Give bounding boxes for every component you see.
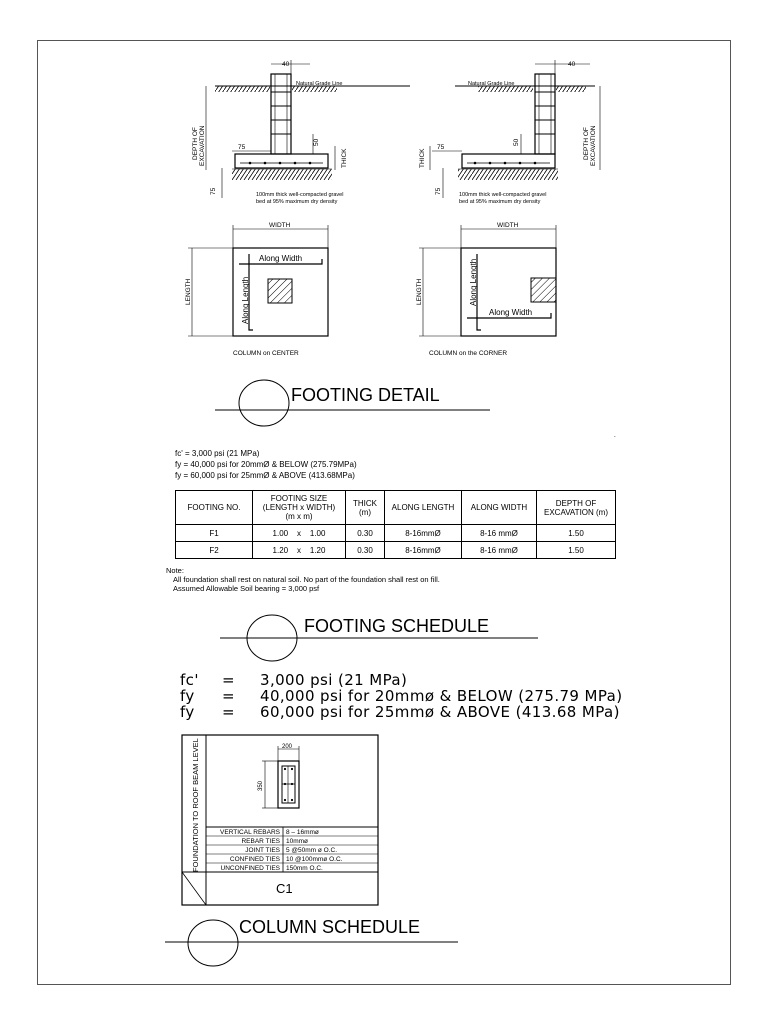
footing-detail-title-block [215, 380, 490, 426]
table-row [176, 542, 616, 559]
column-id: C1 [276, 881, 293, 896]
column-specs [180, 672, 627, 720]
plan-length-label-corner: LENGTH [416, 278, 423, 305]
row-value-vertical-rebars: 8 – 16mmø [286, 829, 319, 836]
column-schedule-title-block [165, 917, 458, 966]
spec-eq: = [222, 703, 235, 721]
cell-along-length: 8-16mmØ [385, 542, 462, 559]
column-schedule-title: COLUMN SCHEDULE [239, 917, 421, 937]
cell-along-length: 8-16mmØ [385, 525, 462, 542]
dim-top: 40 [282, 61, 290, 68]
dim-side: 75 [238, 144, 246, 151]
dim-bottom: 75 [210, 187, 217, 195]
footing-section-corner [419, 60, 600, 205]
along-length-label-corner: Along Length [469, 258, 478, 306]
dim-thick: THICK [341, 148, 348, 168]
spec-eq: = [222, 687, 235, 705]
footing-specs [175, 448, 357, 481]
note-title: Note: [166, 566, 184, 575]
footing-notes [166, 566, 440, 593]
column-spec-row [180, 688, 627, 704]
column-spec-row [180, 672, 627, 688]
footing-detail-drawings [0, 0, 768, 440]
depth-label-corner-2: EXCAVATION [590, 125, 597, 166]
footing-plan-corner [416, 222, 556, 357]
spec-label: fy [180, 703, 195, 721]
row-label-rebar-ties: REBAR TIES [241, 838, 280, 845]
grade-line-label-corner: Natural Grade Line [468, 81, 515, 87]
along-width-label: Along Width [259, 254, 303, 263]
row-label-joint-ties: JOINT TIES [245, 847, 280, 854]
gravel-label-2: bed at 95% maximum dry density [256, 199, 338, 205]
cell-thick: 0.30 [346, 542, 385, 559]
row-label-vertical-rebars: VERTICAL REBARS [220, 829, 280, 836]
depth-label-2: EXCAVATION [199, 125, 206, 166]
note-line: All foundation shall rest on natural soil. No part of the foundation shall rest on fill. [173, 575, 440, 584]
cell-depth: 1.50 [537, 542, 616, 559]
row-value-joint-ties: 5 @50mm ø O.C. [286, 847, 338, 854]
column-schedule-drawing [0, 730, 768, 1000]
header-along-width: ALONG WIDTH [462, 491, 537, 525]
spec-value: 60,000 psi for 25mmø & ABOVE (413.68 MPa) [260, 703, 620, 721]
depth-label-corner-1: DEPTH OF [583, 127, 590, 160]
plan-width-label-corner: WIDTH [497, 222, 519, 229]
gravel-label-1: 100mm thick well-compacted gravel [256, 192, 344, 198]
row-value-unconfined-ties: 150mm O.C. [286, 865, 323, 872]
spec-value: 3,000 psi (21 MPa) [260, 671, 408, 689]
header-footing-size: FOOTING SIZE (LENGTH x WIDTH) (m x m) [253, 491, 346, 525]
spec-eq: = [222, 671, 235, 689]
cell-footing-size: 1.00 x 1.00 [253, 525, 346, 542]
row-label-unconfined-ties: UNCONFINED TIES [220, 865, 280, 872]
column-dim-height: 350 [258, 780, 264, 791]
column-schedule-rows [220, 829, 343, 872]
column-side-label: FOUNDATION TO ROOF BEAM LEVEL [191, 738, 200, 872]
grade-line-label: Natural Grade Line [296, 81, 343, 87]
gravel-label-corner-2: bed at 95% maximum dry density [459, 199, 541, 205]
spec-value: 40,000 psi for 20mmø & BELOW (275.79 MPa) [260, 687, 623, 705]
header-thick: THICK (m) [346, 491, 385, 525]
footing-schedule-title-block [0, 600, 768, 670]
row-label-confined-ties: CONFINED TIES [229, 856, 280, 863]
gravel-label-corner-1: 100mm thick well-compacted gravel [459, 192, 547, 198]
cell-footing-no: F2 [176, 542, 253, 559]
cell-footing-no: F1 [176, 525, 253, 542]
row-value-rebar-ties: 10mmø [286, 838, 309, 845]
header-along-length: ALONG LENGTH [385, 491, 462, 525]
caption-column-on-center: COLUMN on CENTER [233, 350, 299, 357]
along-length-label: Along Length [241, 276, 250, 324]
footing-spec-line: fy = 40,000 psi for 20mmØ & BELOW (275.79MPa) [175, 460, 357, 469]
cell-depth: 1.50 [537, 525, 616, 542]
cell-thick: 0.30 [346, 525, 385, 542]
cell-footing-size: 1.20 x 1.20 [253, 542, 346, 559]
column-section-detail [258, 744, 299, 808]
table-header-row [176, 491, 616, 525]
column-spec-row [180, 704, 627, 720]
plan-length-label: LENGTH [185, 278, 192, 305]
spec-label: fy [180, 687, 195, 705]
cell-along-width: 8-16 mmØ [462, 525, 537, 542]
footing-schedule-title: FOOTING SCHEDULE [304, 616, 490, 636]
dim-thick-corner: THICK [419, 148, 426, 168]
dim-side-corner: 75 [437, 144, 445, 151]
footing-section-center [192, 60, 410, 205]
footing-spec-line: fy = 60,000 psi for 25mmØ & ABOVE (413.68MPa) [175, 471, 355, 480]
dim-stem-corner: 50 [513, 138, 520, 146]
plan-width-label: WIDTH [269, 222, 291, 229]
footing-plan-center [185, 222, 328, 357]
cell-along-width: 8-16 mmØ [462, 542, 537, 559]
stray-mark: ´ [614, 437, 616, 440]
row-value-confined-ties: 10 @100mmø O.C. [286, 856, 343, 863]
footing-schedule-table [175, 490, 616, 559]
dim-stem: 50 [313, 138, 320, 146]
depth-label-1: DEPTH OF [192, 127, 199, 160]
along-width-label-corner: Along Width [489, 308, 533, 317]
dim-bottom-corner: 75 [435, 187, 442, 195]
footing-spec-line: fc' = 3,000 psi (21 MPa) [175, 449, 260, 458]
header-depth-of-excavation: DEPTH OF EXCAVATION (m) [537, 491, 616, 525]
footing-detail-title: FOOTING DETAIL [291, 385, 440, 405]
table-row [176, 525, 616, 542]
spec-label: fc' [180, 671, 199, 689]
caption-column-on-corner: COLUMN on the CORNER [429, 350, 508, 357]
note-line: Assumed Allowable Soil bearing = 3,000 psf [173, 584, 320, 593]
header-footing-no: FOOTING NO. [176, 491, 253, 525]
column-dim-width: 200 [282, 744, 293, 750]
dim-top-corner: 40 [568, 61, 576, 68]
